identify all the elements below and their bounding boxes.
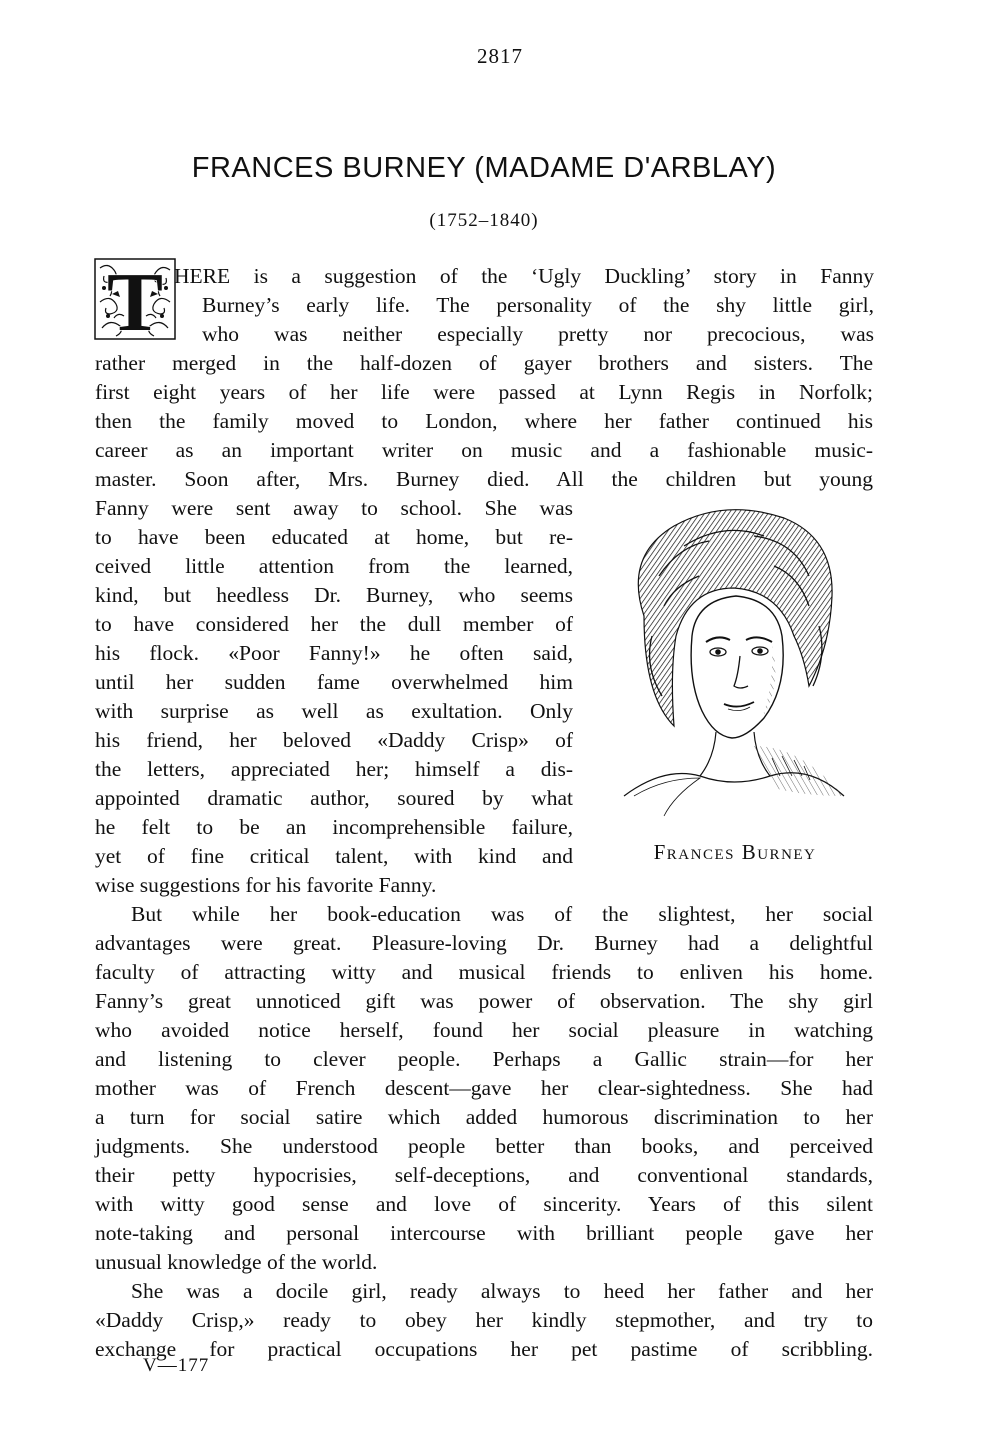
text-line-31: judgments. She understood people better than books, and perceived (95, 1134, 873, 1158)
article-dates: (1752–1840) (429, 210, 539, 231)
text-line-29: mother was of French descent—gave her clear-sightedness. She had (95, 1076, 873, 1100)
text-line-26: Fanny’s great unnoticed gift was power of observation. The shy girl (95, 989, 873, 1013)
text-line-23: But while her book-education was of the slightest, her social (131, 902, 873, 926)
text-line-30: a turn for social satire which added humorous discrimination to her (95, 1105, 873, 1129)
text-line-33: with witty good sense and love of sincerity. Years of this silent (95, 1192, 873, 1216)
text-line-18: the letters, appreciated her; himself a dis- (95, 757, 573, 781)
text-line-22: wise suggestions for his favorite Fanny. (95, 873, 437, 897)
text-line-5: first eight years of her life were passed at Lynn Regis in Norfolk; (95, 380, 873, 404)
text-line-38: exchange for practical occupations her pet pastime of scribbling. (95, 1337, 873, 1361)
portrait-caption: Frances Burney (653, 840, 817, 864)
text-line-16: with surprise as well as exultation. Only (95, 699, 573, 723)
text-line-3: who was neither especially pretty nor precocious, was (202, 322, 874, 346)
svg-text:T: T (106, 258, 164, 340)
text-line-6: then the family moved to London, where her father continued his (95, 409, 873, 433)
first-word-rest: HERE (174, 264, 231, 288)
page-number: 2817 (477, 44, 523, 68)
text-line-32: their petty hypocrisies, self-deceptions, and conventional standards, (95, 1163, 873, 1187)
text-line-4: rather merged in the half-dozen of gayer brothers and sisters. The (95, 351, 873, 375)
text-line-25: faculty of attracting witty and musical friends to enliven his home. (95, 960, 873, 984)
text-line-1: HERE is a suggestion of the ‘Ugly Duckling’ story in Fanny (174, 264, 874, 288)
text-line-13: to have considered her the dull member of (95, 612, 573, 636)
text-line-37: «Daddy Crisp,» ready to obey her kindly stepmother, and try to (95, 1308, 873, 1332)
text-line-7: career as an important writer on music and a fashionable music- (95, 438, 873, 462)
portrait-illustration (604, 496, 854, 832)
text-line-9: Fanny were sent away to school. She was (95, 496, 573, 520)
text-line-12: kind, but heedless Dr. Burney, who seems (95, 583, 573, 607)
text-line-19: appointed dramatic author, soured by what (95, 786, 573, 810)
text-line-36: She was a docile girl, ready always to heed her father and her (131, 1279, 873, 1303)
text-line-8: master. Soon after, Mrs. Burney died. All the children but young (95, 467, 873, 491)
text-line-15: until her sudden fame overwhelmed him (95, 670, 573, 694)
text-line-2: Burney’s early life. The personality of the shy little girl, (202, 293, 874, 317)
article-title: FRANCES BURNEY (MADAME D'ARBLAY) (191, 152, 777, 184)
text-line-17: his friend, her beloved «Daddy Crisp» of (95, 728, 573, 752)
text-line-10: to have been educated at home, but re- (95, 525, 573, 549)
text-line-20: he felt to be an incomprehensible failure, (95, 815, 573, 839)
text-line-28: and listening to clever people. Perhaps a Gallic strain—for her (95, 1047, 873, 1071)
text-line-34: note-taking and personal intercourse with brilliant people gave her (95, 1221, 873, 1245)
text-line-35: unusual knowledge of the world. (95, 1250, 378, 1274)
drop-cap-ornament (94, 258, 176, 340)
text-line-27: who avoided notice herself, found her social pleasure in watching (95, 1018, 873, 1042)
text-line-24: advantages were great. Pleasure-loving Dr. Burney had a delightful (95, 931, 873, 955)
text-line-11: ceived little attention from the learned, (95, 554, 573, 578)
text-line-21: yet of fine critical talent, with kind and (95, 844, 573, 868)
text-line-14: his flock. «Poor Fanny!» he often said, (95, 641, 573, 665)
signature-mark: V—177 (143, 1355, 210, 1376)
